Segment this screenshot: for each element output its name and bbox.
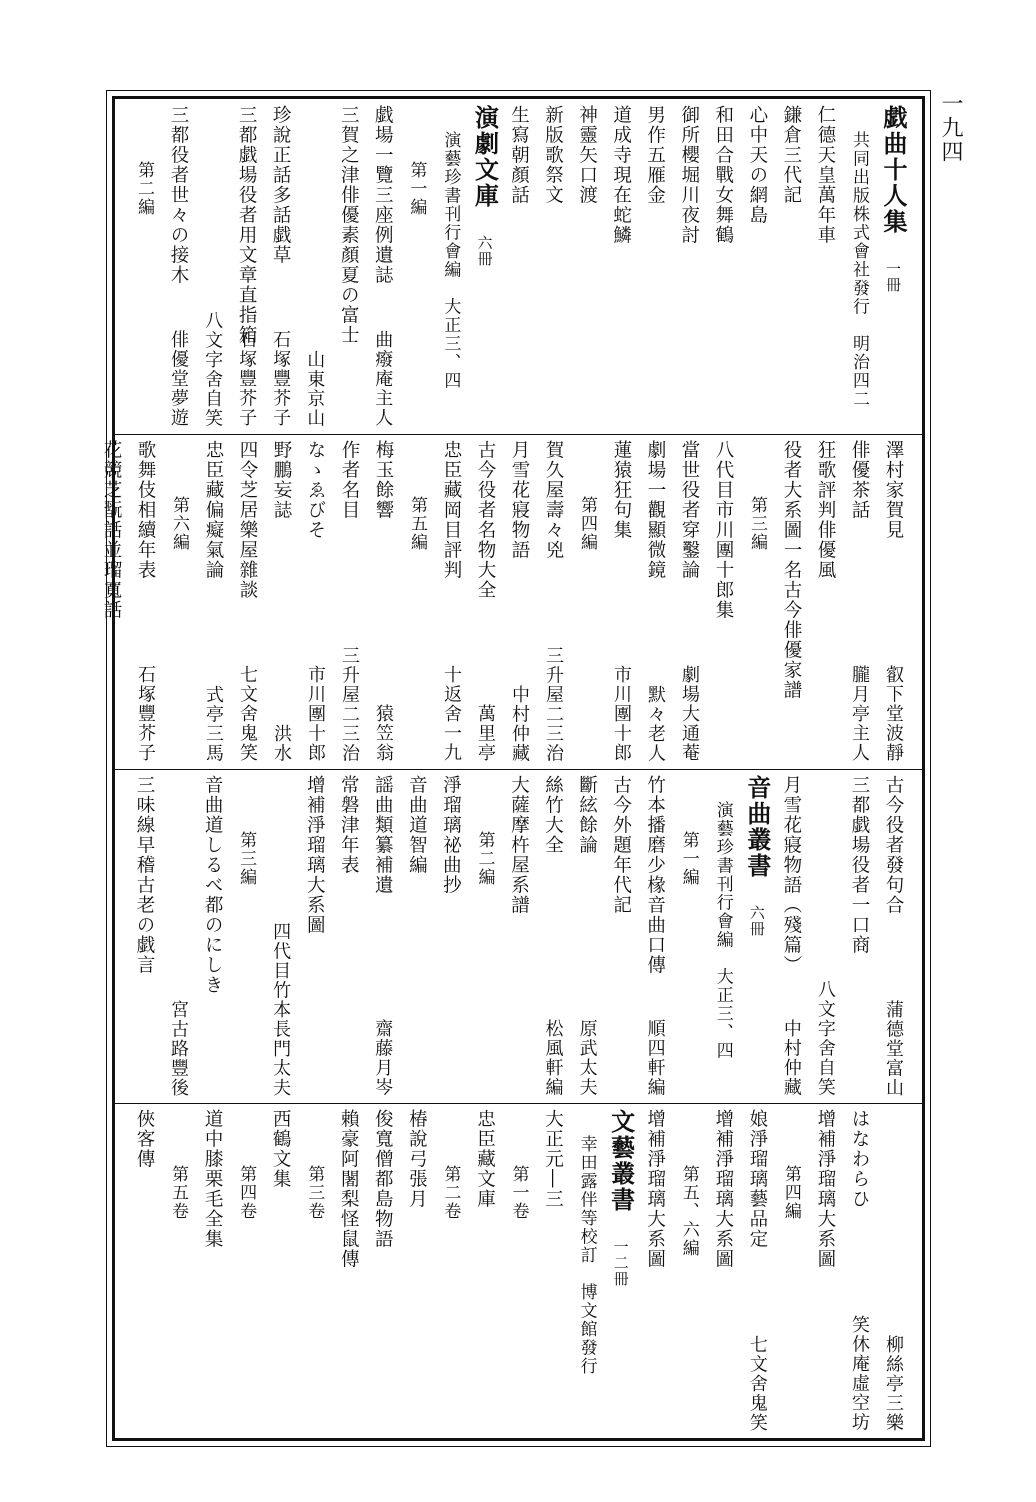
entry-title: 三賀之津俳優素顏夏の富士 xyxy=(338,105,360,345)
entry-title: 生寫朝顏話 xyxy=(508,105,530,205)
catalog-entry xyxy=(501,105,535,434)
entry-author: 柳絲亭三樂 xyxy=(883,1334,904,1432)
entry-author: 萬里亭 xyxy=(475,704,496,763)
entry-author: 山東京山 xyxy=(304,349,326,428)
entry-title: 三都戯場役者一口商 xyxy=(848,774,870,955)
entry-author: 七文舍鬼笑 xyxy=(237,665,258,763)
series-subheading xyxy=(127,105,161,434)
catalog-entry xyxy=(331,775,365,1104)
catalog-entry xyxy=(638,440,672,769)
series-title: 音曲叢書 xyxy=(742,774,772,879)
catalog-entry xyxy=(808,1109,842,1438)
entry-title: 大薩摩杵屋系譜 xyxy=(508,774,530,915)
entry-author: 猿笠翁 xyxy=(373,704,394,763)
series-title: 文藝叢書 xyxy=(606,1109,636,1214)
catalog-entry xyxy=(774,775,808,1104)
catalog-entry xyxy=(536,440,570,769)
catalog-entry xyxy=(128,440,162,769)
entry-title: 心中天の網島 xyxy=(746,105,768,225)
series-subheading xyxy=(297,1109,331,1438)
catalog-entry xyxy=(229,105,263,434)
entry-title: 第二編 xyxy=(474,830,495,886)
entry-title: 演藝珍書刊行會編 大正三、四 xyxy=(440,131,461,390)
series-subheading xyxy=(774,1109,808,1438)
entry-author: 松風軒編 xyxy=(542,1019,564,1098)
catalog-entry xyxy=(706,1109,740,1438)
series-subheading xyxy=(570,1109,604,1438)
catalog-entry xyxy=(604,440,638,769)
entry-author: 宮古路豐後 xyxy=(168,999,190,1098)
catalog-band xyxy=(115,769,922,1104)
series-subheading xyxy=(467,775,501,1104)
entry-author: 俳優堂夢遊 xyxy=(168,330,190,428)
catalog-entry xyxy=(365,105,399,434)
entry-title: 三都役者世々の接木 xyxy=(168,105,190,285)
entry-author: 七文舍鬼笑 xyxy=(746,1334,768,1432)
catalog-entry xyxy=(365,1109,399,1438)
entry-author: 朧月亭主人 xyxy=(849,665,870,763)
entry-title: 賀久屋壽々兇 xyxy=(543,439,564,560)
catalog-entry xyxy=(638,1109,672,1438)
catalog-entry xyxy=(672,440,706,769)
series-subheading xyxy=(399,105,433,434)
entry-title: 第三編 xyxy=(236,830,257,886)
catalog-entry xyxy=(638,105,672,434)
entry-author: 四代目竹本長門太夫 xyxy=(270,921,292,1098)
entry-title: 絲竹大全 xyxy=(542,774,564,855)
catalog-entry xyxy=(94,440,128,769)
entry-title: 第三卷 xyxy=(304,1165,325,1221)
catalog-entry xyxy=(501,775,535,1104)
series-subheading xyxy=(672,775,706,1104)
entry-title: 歌舞伎相續年表 xyxy=(135,439,156,580)
series-subheading xyxy=(570,440,604,769)
catalog-entry xyxy=(332,440,366,769)
series-subheading xyxy=(433,1109,467,1438)
entry-author: 石塚豐芥子 xyxy=(236,330,258,428)
entry-title: 忠臣藏岡目評判 xyxy=(441,439,462,580)
catalog-entry xyxy=(264,440,298,769)
entry-author: 順四軒編 xyxy=(644,1019,666,1098)
series-title: 戯曲十人集 xyxy=(879,105,908,235)
entry-title: 增補淨瑠璃大系圖 xyxy=(814,1109,836,1270)
entry-title: 澤村家賀見 xyxy=(883,439,904,540)
entry-title: 增補淨瑠璃大系圖 xyxy=(304,774,326,935)
entry-author: 曲癈庵主人 xyxy=(372,330,394,428)
entry-title: 鎌倉三代記 xyxy=(780,105,802,205)
entry-title: 和田合戰女舞鶴 xyxy=(712,105,734,245)
series-heading xyxy=(467,105,501,434)
entry-author: 石塚豐芥子 xyxy=(135,665,156,763)
catalog-entry xyxy=(774,105,808,434)
entry-author: 蒲德堂富山 xyxy=(883,999,904,1098)
catalog-entry xyxy=(706,440,740,769)
entry-title: 常磐津年表 xyxy=(338,774,360,875)
entry-title: 共同出版株式會社發行 明治四二 xyxy=(848,131,869,409)
entry-author: 市川團十郎 xyxy=(611,665,632,763)
entry-author: 石塚豐芥子 xyxy=(270,330,292,428)
entry-title: 音曲道しるべ都のにしき xyxy=(202,774,224,995)
entry-title: 花競芝翫話並瑠寬話 xyxy=(101,439,122,620)
page-number: 一九四 xyxy=(938,92,963,164)
volume-count: 一二冊 xyxy=(611,1223,630,1288)
entry-title: 淨瑠璃祕曲抄 xyxy=(440,774,462,895)
entry-title: 道中膝栗毛全集 xyxy=(202,1109,224,1250)
catalog-entry xyxy=(195,105,229,434)
entry-title: 珍說正話多話戯草 xyxy=(270,105,292,265)
entry-title: 野鵬妄誌 xyxy=(271,439,292,520)
catalog-entry xyxy=(127,1109,161,1438)
entry-title: 斷絃餘論 xyxy=(576,774,598,855)
entry-author: 叡下堂波靜 xyxy=(883,665,904,763)
entry-title: 忠臣藏偏癡氣論 xyxy=(203,439,224,580)
catalog-band xyxy=(101,434,922,769)
entry-title: 幸田露伴等校訂 博文館發行 xyxy=(576,1135,597,1376)
entry-title: 椿說弓張月 xyxy=(406,1109,428,1210)
catalog-entry xyxy=(672,105,706,434)
catalog-entry xyxy=(876,775,910,1104)
entry-title: 役者大系圖一名古今俳優家譜 xyxy=(781,439,802,700)
catalog-entry xyxy=(365,775,399,1104)
entry-author: 原武太夫 xyxy=(576,1019,598,1098)
entry-title: はなわらひ xyxy=(848,1109,870,1210)
entry-title: 第一編 xyxy=(406,161,427,217)
page-frame xyxy=(101,96,925,1441)
catalog-entry xyxy=(331,105,365,434)
catalog-entry xyxy=(297,775,331,1104)
entry-title: 第六編 xyxy=(169,495,189,552)
catalog-entry xyxy=(263,105,297,434)
catalog-entry xyxy=(366,440,400,769)
entry-title: 竹本播磨少椽音曲口傳 xyxy=(644,774,666,975)
entry-title: 道成寺現在蛇鱗 xyxy=(610,105,632,245)
entry-title: 大正元―三 xyxy=(542,1109,564,1210)
catalog-entry xyxy=(399,1109,433,1438)
series-subheading xyxy=(229,1109,263,1438)
entry-title: 第二卷 xyxy=(440,1165,461,1221)
series-heading xyxy=(604,1109,638,1438)
catalog-entry xyxy=(195,775,229,1104)
entry-title: 蓮猿狂句集 xyxy=(611,439,632,540)
entry-title: 俠客傳 xyxy=(133,1109,155,1170)
series-subheading xyxy=(740,440,774,769)
catalog-entry xyxy=(399,775,433,1104)
entry-title: 第四編 xyxy=(780,1165,801,1221)
catalog-entry xyxy=(535,775,569,1104)
entry-author: 八文字舍自笑 xyxy=(814,980,836,1098)
entry-title: 劇場一觀顯微鏡 xyxy=(645,439,666,580)
entry-author: 中村仲藏 xyxy=(780,1019,802,1098)
series-subheading xyxy=(501,1109,535,1438)
catalog-entry xyxy=(535,1109,569,1438)
entry-author: 默々老人 xyxy=(645,684,666,763)
catalog-entry xyxy=(706,105,740,434)
catalog-entry xyxy=(570,775,604,1104)
volume-count: 六冊 xyxy=(747,888,766,937)
entry-title: 古今役者名物大全 xyxy=(475,439,496,600)
entry-title: 第五卷 xyxy=(168,1165,189,1221)
entry-title: 新版歌祭文 xyxy=(542,105,564,205)
entry-title: 增補淨瑠璃大系圖 xyxy=(644,1109,666,1270)
entry-title: なゝゑびそ xyxy=(305,439,326,540)
catalog-entry xyxy=(570,105,604,434)
entry-author: 劇場大通菴 xyxy=(679,665,700,763)
catalog-entry xyxy=(842,440,876,769)
series-subheading xyxy=(162,440,196,769)
entry-author: 笑休庵虛空坊 xyxy=(848,1315,870,1432)
volume-count: 一冊 xyxy=(884,245,902,293)
catalog-entry xyxy=(161,775,195,1104)
catalog-entry xyxy=(331,1109,365,1438)
entry-title: 作者名目 xyxy=(339,439,360,520)
entry-author: 中村仲藏 xyxy=(509,684,530,763)
entry-title: 娘淨瑠璃藝品定 xyxy=(746,1109,768,1250)
series-subheading xyxy=(433,105,467,434)
entry-title: 仁德天皇萬年車 xyxy=(814,105,836,245)
entry-title: 戯場一覽三座例遺誌 xyxy=(372,105,394,285)
entry-title: 第四編 xyxy=(577,495,597,552)
entry-title: 古今外題年代記 xyxy=(610,774,632,915)
entry-title: 月雪花寢物語 xyxy=(509,439,530,560)
entry-title: 第一編 xyxy=(678,830,699,886)
entry-title: 賴豪阿闍梨怪鼠傳 xyxy=(338,1109,360,1270)
entry-title: 三味線早稽古老の戯言 xyxy=(133,774,155,975)
catalog-entry xyxy=(195,1109,229,1438)
entry-title: 俳優茶話 xyxy=(849,439,870,520)
entry-author: 三升屋二三治 xyxy=(543,645,564,763)
catalog-band xyxy=(115,1103,922,1438)
catalog-band xyxy=(115,99,922,434)
volume-count: 六冊 xyxy=(475,219,494,267)
entry-author: 三升屋二三治 xyxy=(339,645,360,763)
catalog-entry xyxy=(808,440,842,769)
catalog-entry xyxy=(433,775,467,1104)
entry-author: 八文字舍自笑 xyxy=(202,310,224,428)
series-subheading xyxy=(161,1109,195,1438)
catalog-entry xyxy=(774,440,808,769)
catalog-entry xyxy=(434,440,468,769)
catalog-entry xyxy=(298,440,332,769)
catalog-entry xyxy=(638,775,672,1104)
entry-title: 四令芝居樂屋雜談 xyxy=(237,439,258,600)
entry-title: 梅玉餘響 xyxy=(373,439,394,520)
entry-title: 當世役者穿鑿論 xyxy=(679,439,700,580)
entry-title: 狂歌評判俳優風 xyxy=(815,439,836,580)
catalog-entry xyxy=(535,105,569,434)
catalog-entry xyxy=(467,1109,501,1438)
series-subheading xyxy=(672,1109,706,1438)
catalog-entry xyxy=(161,105,195,434)
entry-title: 八代目市川團十郎集 xyxy=(713,439,734,620)
entry-title: 演藝珍書刊行會編 大正三、四 xyxy=(712,800,733,1060)
series-heading xyxy=(876,105,910,434)
entry-title: 古今役者發句合 xyxy=(883,774,904,915)
entry-title: 第四卷 xyxy=(236,1165,257,1221)
catalog-entry xyxy=(468,440,502,769)
catalog-entry xyxy=(740,105,774,434)
entry-title: 男作五雁金 xyxy=(644,105,666,205)
catalog-entry xyxy=(127,775,161,1104)
entry-author: 齋藤月岑 xyxy=(372,1019,394,1098)
catalog-entry xyxy=(263,775,297,1104)
catalog-entry xyxy=(842,1109,876,1438)
series-heading xyxy=(740,775,774,1104)
series-subheading xyxy=(400,440,434,769)
entry-title: 月雪花寢物語（殘篇） xyxy=(780,774,802,975)
entry-title: 忠臣藏文庫 xyxy=(474,1109,496,1210)
catalog-entry xyxy=(230,440,264,769)
catalog-entry xyxy=(196,440,230,769)
catalog-entry xyxy=(876,1109,910,1438)
series-subheading xyxy=(706,775,740,1104)
catalog-entry xyxy=(842,775,876,1104)
entry-title: 第二編 xyxy=(133,161,154,217)
entry-title: 西鶴文集 xyxy=(270,1109,292,1190)
catalog-entry xyxy=(808,105,842,434)
series-subheading xyxy=(842,105,876,434)
entry-title: 神靈矢口渡 xyxy=(576,105,598,205)
catalog-entry xyxy=(297,105,331,434)
series-subheading xyxy=(229,775,263,1104)
catalog-entry xyxy=(604,775,638,1104)
entry-title: 御所櫻堀川夜討 xyxy=(678,105,700,245)
entry-author: 式亭三馬 xyxy=(203,684,224,763)
catalog-entry xyxy=(263,1109,297,1438)
entry-author: 洪水 xyxy=(271,723,292,763)
entry-author: 市川團十郎 xyxy=(305,665,326,763)
catalog-entry xyxy=(604,105,638,434)
catalog-entry xyxy=(808,775,842,1104)
entry-title: 音曲道智編 xyxy=(406,774,428,875)
catalog-entry xyxy=(740,1109,774,1438)
catalog-entry xyxy=(876,440,910,769)
entry-title: 第五編 xyxy=(407,495,427,552)
entry-title: 第三編 xyxy=(747,495,767,552)
entry-title: 謡曲類纂補遺 xyxy=(372,774,394,895)
entry-title: 俊寬僧都島物語 xyxy=(372,1109,394,1250)
entry-title: 第五、六編 xyxy=(678,1165,699,1258)
entry-title: 三都戯場役者用文章直指箱 xyxy=(236,105,258,345)
catalog-entry xyxy=(502,440,536,769)
series-title: 演劇文庫 xyxy=(470,105,500,209)
entry-author: 十返舍一九 xyxy=(441,665,462,763)
entry-title: 增補淨瑠璃大系圖 xyxy=(712,1109,734,1270)
entry-title: 第一卷 xyxy=(508,1165,529,1221)
